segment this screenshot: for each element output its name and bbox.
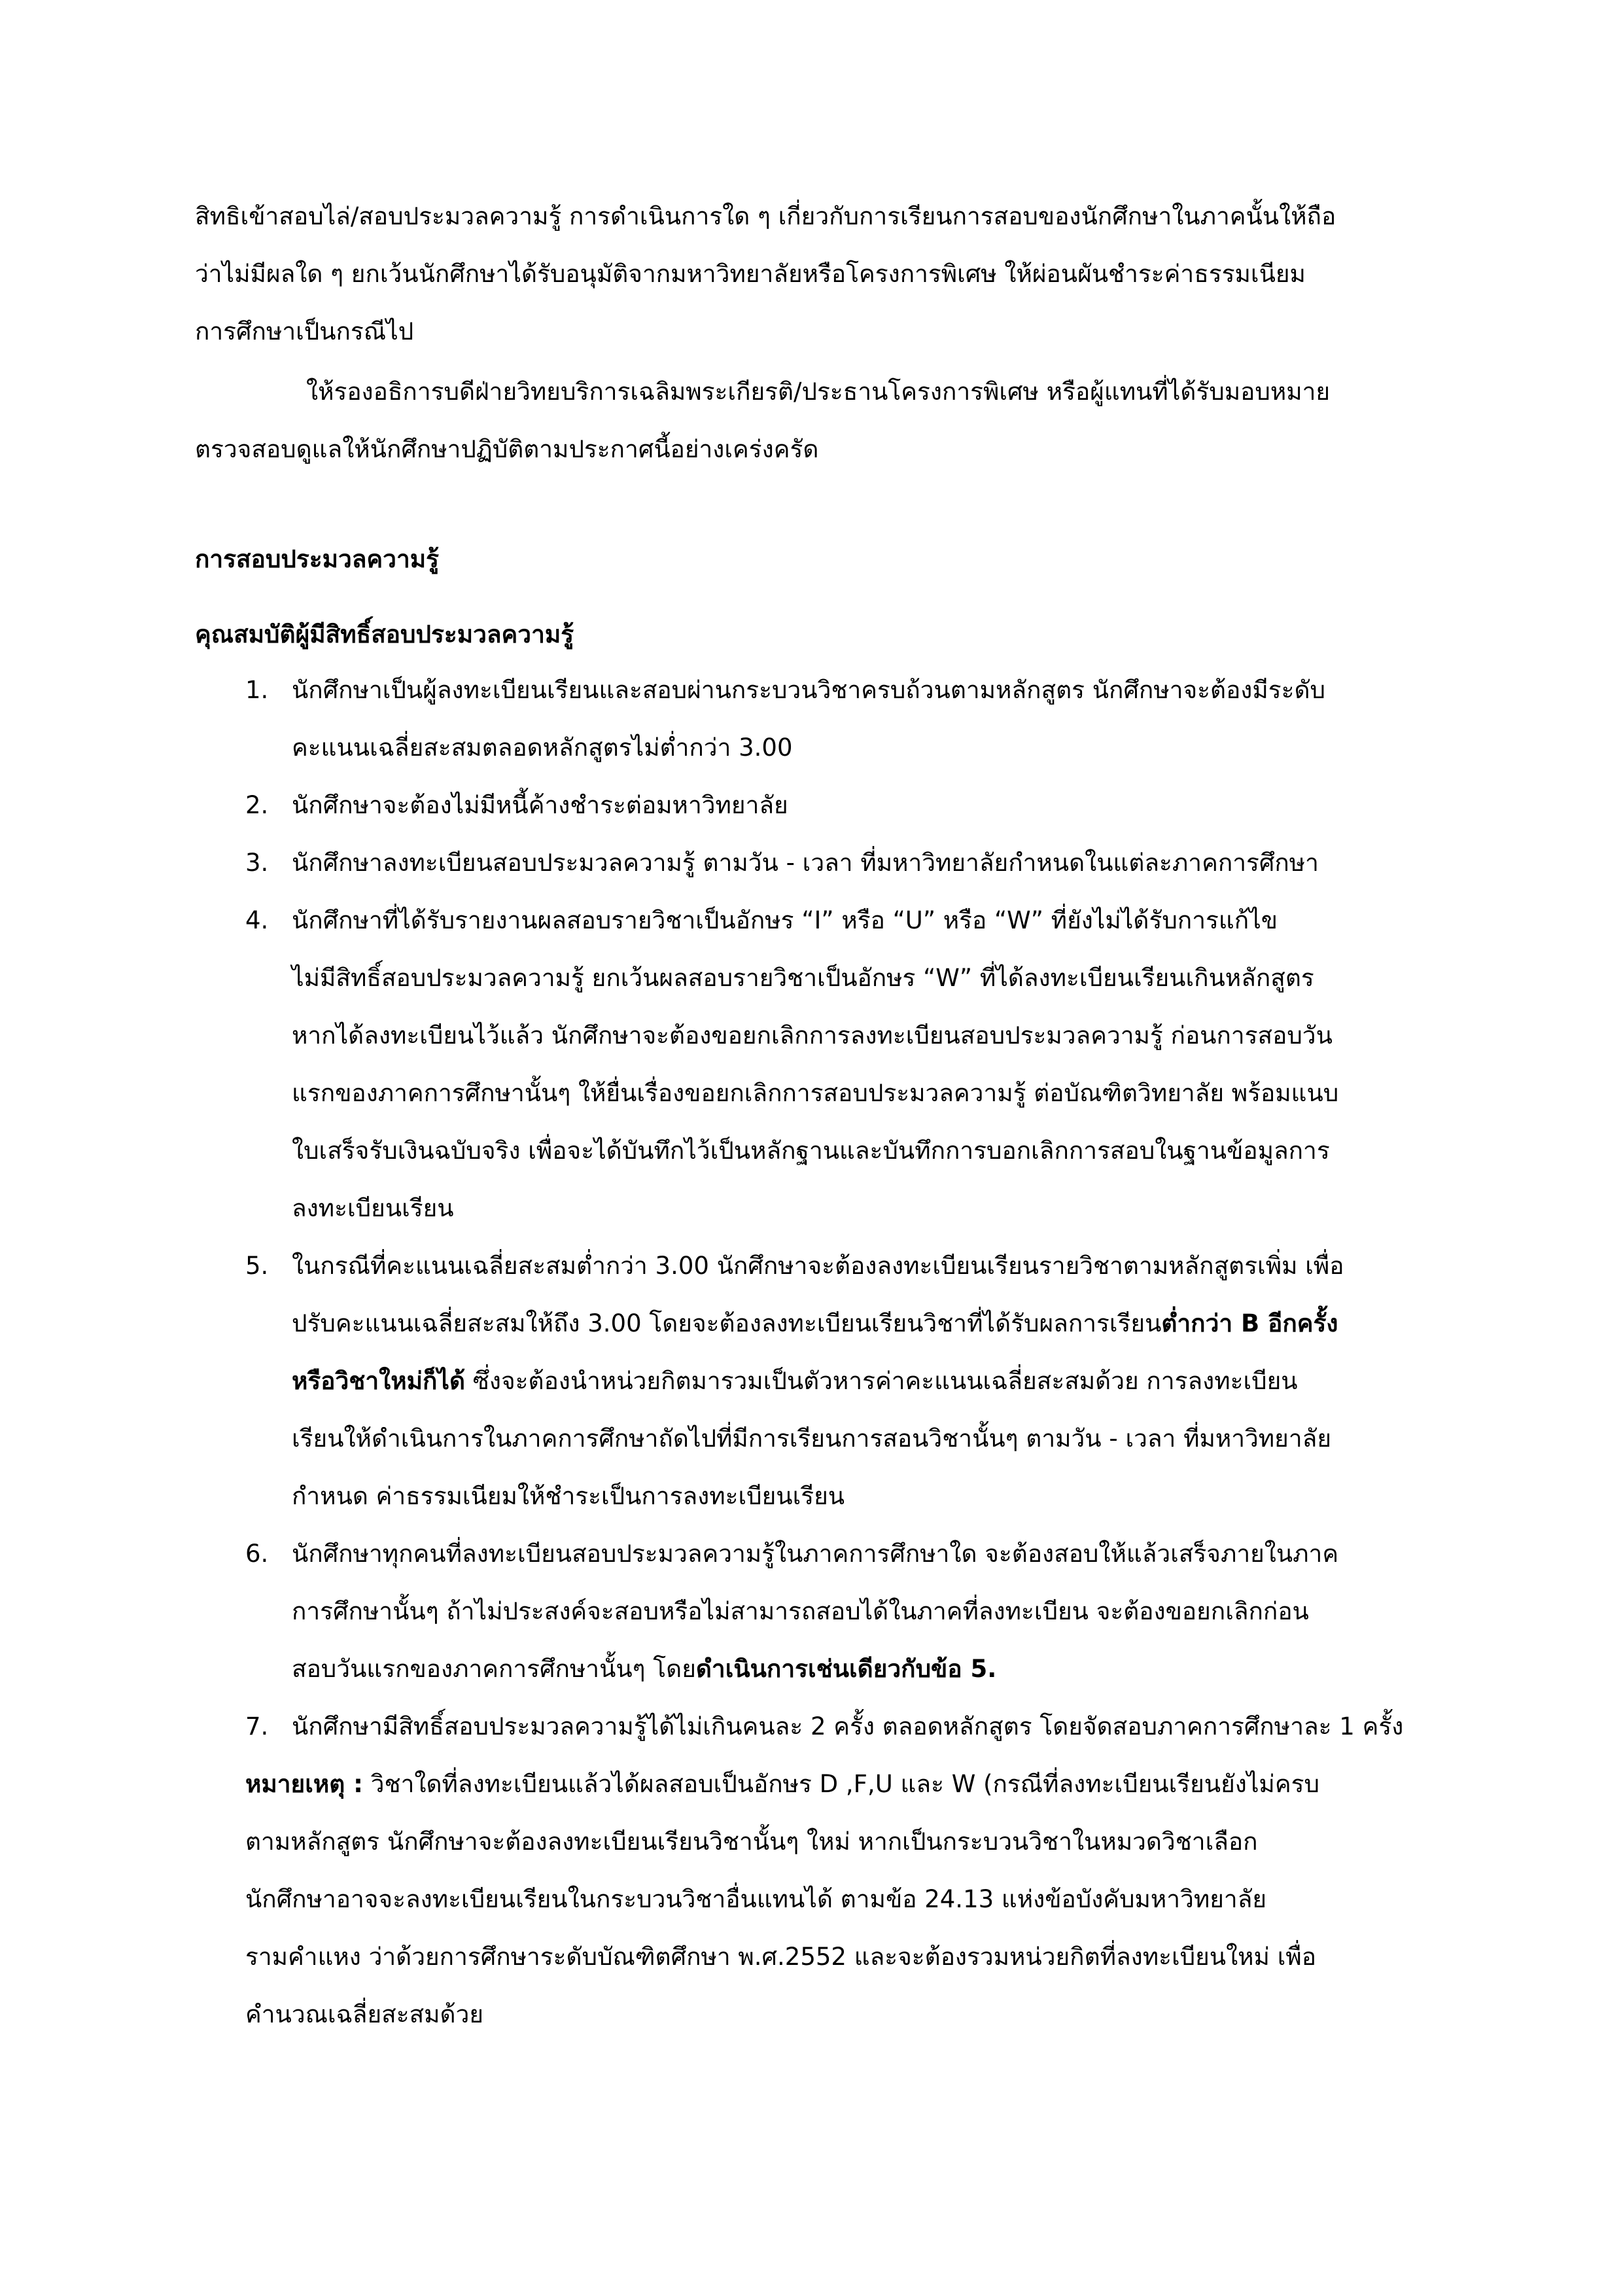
note-label: หมายเหตุ : bbox=[245, 1770, 363, 1798]
list-number: 5. bbox=[245, 1252, 269, 1280]
text-run: ปรับคะแนนเฉลี่ยสะสมให้ถึง 3.00 โดยจะต้องลงทะเบียนเรียนวิชาที่ได้รับผลการเรียน bbox=[292, 1309, 1162, 1337]
note-line: ตามหลักสูตร นักศึกษาจะต้องลงทะเบียนเรียนวิชานั้นๆ ใหม่ หากเป็นกระบวนวิชาในหมวดวิชาเลือก bbox=[245, 1828, 1258, 1856]
section-heading: การสอบประมวลความรู้ bbox=[195, 545, 439, 573]
intro-line: ให้รองอธิการบดีฝ่ายวิทยบริการเฉลิมพระเกียรติ/ประธานโครงการพิเศษ หรือผู้แทนที่ได้รับมอบหมาย bbox=[306, 378, 1331, 406]
bold-text-run: ต่ำกว่า B อีกครั้ง bbox=[1161, 1309, 1338, 1337]
intro-line: การศึกษาเป็นกรณีไป bbox=[195, 317, 414, 345]
bold-text-run: ดำเนินการเช่นเดียวกับข้อ 5. bbox=[695, 1655, 997, 1683]
list-number: 6. bbox=[245, 1540, 269, 1568]
list-item-line: นักศึกษาเป็นผู้ลงทะเบียนเรียนและสอบผ่านกระบวนวิชาครบถ้วนตามหลักสูตร นักศึกษาจะต้องมีระดับ bbox=[292, 676, 1326, 704]
text-run: สอบวันแรกของภาคการศึกษานั้นๆ โดย bbox=[292, 1655, 696, 1683]
list-item-line bbox=[292, 1653, 996, 1686]
list-item-line bbox=[292, 1365, 1298, 1398]
text-run: วิชาใดที่ลงทะเบียนแล้วได้ผลสอบเป็นอักษร D ,F,U และ W (กรณีที่ลงทะเบียนเรียนยังไม่ครบ bbox=[362, 1770, 1319, 1798]
note-line: นักศึกษาอาจจะลงทะเบียนเรียนในกระบวนวิชาอื่นแทนได้ ตามข้อ 24.13 แห่งข้อบังคับมหาวิทยาลัย bbox=[245, 1885, 1267, 1913]
list-item-line: นักศึกษาจะต้องไม่มีหนี้ค้างชำระต่อมหาวิทยาลัย bbox=[292, 791, 788, 819]
list-number: 1. bbox=[245, 676, 269, 704]
list-item-line: การศึกษานั้นๆ ถ้าไม่ประสงค์จะสอบหรือไม่สามารถสอบได้ในภาคที่ลงทะเบียน จะต้องขอยกเลิกก่อน bbox=[292, 1597, 1309, 1625]
list-item-line: คะแนนเฉลี่ยสะสมตลอดหลักสูตรไม่ต่ำกว่า 3.00 bbox=[292, 733, 793, 762]
list-item-line: เรียนให้ดำเนินการในภาคการศึกษาถัดไปที่มีการเรียนการสอนวิชานั้นๆ ตามวัน - เวลา ที่มหาวิทยาลัย bbox=[292, 1424, 1331, 1453]
bold-text-run: หรือวิชาใหม่ก็ได้ bbox=[292, 1367, 466, 1395]
text-run: ซึ่งจะต้องนำหน่วยกิตมารวมเป็นตัวหารค่าคะแนนเฉลี่ยสะสมด้วย การลงทะเบียน bbox=[465, 1367, 1298, 1395]
list-number: 3. bbox=[245, 849, 269, 877]
list-item-line: นักศึกษาทุกคนที่ลงทะเบียนสอบประมวลความรู้ในภาคการศึกษาใด จะต้องสอบให้แล้วเสร็จภายในภาค bbox=[292, 1540, 1339, 1568]
list-number: 4. bbox=[245, 906, 269, 934]
intro-line: ตรวจสอบดูแลให้นักศึกษาปฏิบัติตามประกาศนี้อย่างเคร่งครัด bbox=[195, 435, 819, 463]
list-item-line: ในกรณีที่คะแนนเฉลี่ยสะสมต่ำกว่า 3.00 นักศึกษาจะต้องลงทะเบียนเรียนรายวิชาตามหลักสูตรเพิ่ม เพื่อ bbox=[292, 1252, 1344, 1280]
intro-line: สิทธิเข้าสอบไล่/สอบประมวลความรู้ การดำเนินการใด ๆ เกี่ยวกับการเรียนการสอบของนักศึกษาในภาคนั้นให้ถือ bbox=[195, 202, 1336, 230]
list-item-line: แรกของภาคการศึกษานั้นๆ ให้ยื่นเรื่องขอยกเลิกการสอบประมวลความรู้ ต่อบัณฑิตวิทยาลัย พร้อมแนบ bbox=[292, 1079, 1339, 1107]
list-item-line: กำหนด ค่าธรรมเนียมให้ชำระเป็นการลงทะเบียนเรียน bbox=[292, 1482, 845, 1510]
list-number: 2. bbox=[245, 791, 269, 819]
note-line bbox=[245, 1768, 1319, 1801]
list-item-line: ใบเสร็จรับเงินฉบับจริง เพื่อจะได้บันทึกไว้เป็นหลักฐานและบันทึกการบอกเลิกการสอบในฐานข้อมูลการ bbox=[292, 1137, 1330, 1165]
list-item-line: หากได้ลงทะเบียนไว้แล้ว นักศึกษาจะต้องขอยกเลิกการลงทะเบียนสอบประมวลความรู้ ก่อนการสอบวัน bbox=[292, 1021, 1333, 1050]
note-line: รามคำแหง ว่าด้วยการศึกษาระดับบัณฑิตศึกษา พ.ศ.2552 และจะต้องรวมหน่วยกิตที่ลงทะเบียนใหม่ เพื่อ bbox=[245, 1943, 1316, 1971]
list-number: 7. bbox=[245, 1712, 269, 1740]
list-item-line: นักศึกษามีสิทธิ์สอบประมวลความรู้ได้ไม่เกินคนละ 2 ครั้ง ตลอดหลักสูตร โดยจัดสอบภาคการศึกษาละ 1 ครั้ง bbox=[292, 1712, 1404, 1740]
list-item-line: นักศึกษาลงทะเบียนสอบประมวลความรู้ ตามวัน - เวลา ที่มหาวิทยาลัยกำหนดในแต่ละภาคการศึกษา bbox=[292, 849, 1319, 877]
subsection-heading: คุณสมบัติผู้มีสิทธิ์สอบประมวลความรู้ bbox=[195, 620, 574, 648]
list-item-line: ลงทะเบียนเรียน bbox=[292, 1194, 454, 1222]
list-item-line bbox=[292, 1307, 1338, 1340]
intro-line: ว่าไม่มีผลใด ๆ ยกเว้นนักศึกษาได้รับอนุมัติจากมหาวิทยาลัยหรือโครงการพิเศษ ให้ผ่อนผันชำระค่าธรรมเนียม bbox=[195, 260, 1306, 288]
note-line: คำนวณเฉลี่ยสะสมด้วย bbox=[245, 2000, 484, 2028]
list-item-line: ไม่มีสิทธิ์สอบประมวลความรู้ ยกเว้นผลสอบรายวิชาเป็นอักษร “W” ที่ได้ลงทะเบียนเรียนเกินหลักสูตร bbox=[292, 964, 1314, 992]
list-item-line: นักศึกษาที่ได้รับรายงานผลสอบรายวิชาเป็นอักษร “I” หรือ “U” หรือ “W” ที่ยังไม่ได้รับการแก้ไข bbox=[292, 906, 1278, 934]
